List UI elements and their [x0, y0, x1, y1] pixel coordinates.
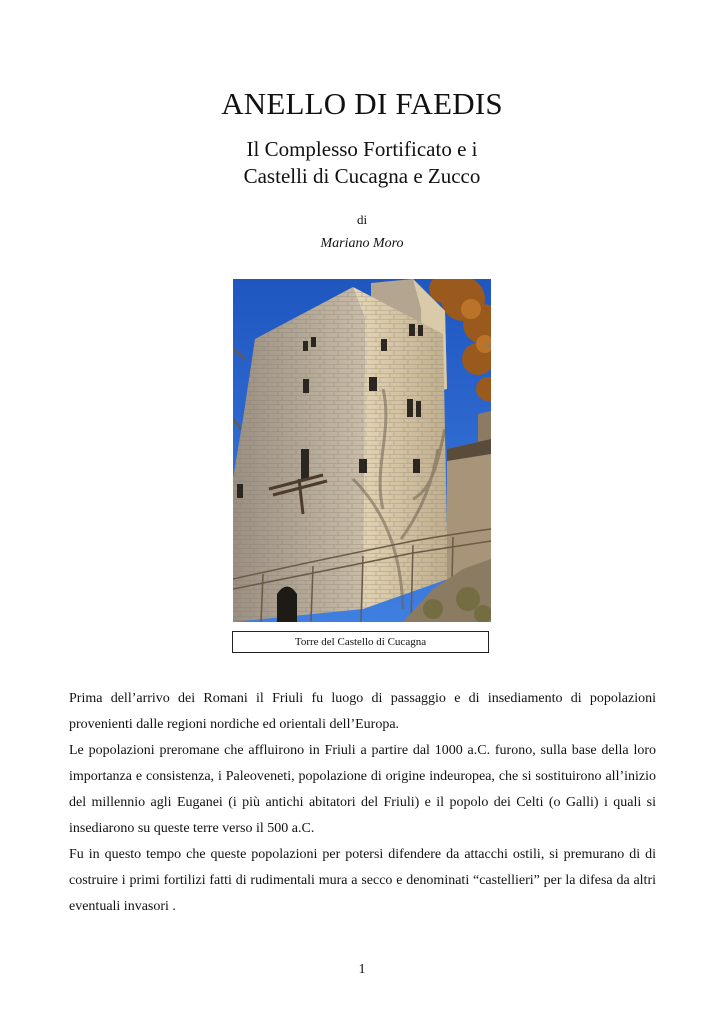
document-title: ANELLO DI FAEDIS: [221, 86, 503, 121]
paragraph: Le popolazioni preromane che affluirono in Friuli a partire dal 1000 a.C. furono, sulla base della loro importanza e consistenza, i Paleoveneti, popolazione di origine indeuropea, che si sostituirono all’inizio del millennio agli Euganei (i più antichi abitatori del Friuli) e il popolo dei Celti (o Galli) i quali si insediarono su queste terre verso il 500 a.C.: [69, 743, 656, 836]
subtitle-line-2: Castelli di Cucagna e Zucco: [243, 164, 481, 188]
page-number: 1: [358, 962, 366, 977]
paragraph: Fu in questo tempo che queste popolazioni per potersi difendere da attacchi ostili, si premurano di di costruire i primi fortilizi fatti di rudimentali mura a secco e denominati “castellieri” per la difesa da altri eventuali invasori .: [69, 847, 656, 914]
author-name: Mariano Moro: [320, 236, 404, 251]
subtitle-line-1: Il Complesso Fortificato e i: [246, 137, 478, 161]
body-text: [69, 686, 656, 920]
paragraph: Prima dell’arrivo dei Romani il Friuli fu luogo di passaggio e di insediamento di popolazioni provenienti dalle regioni nordiche ed orientali dell’Europa.: [69, 691, 656, 732]
tower-photo: [233, 279, 491, 622]
photo-caption: Torre del Castello di Cucagna: [232, 631, 489, 653]
by-label: di: [356, 212, 368, 227]
document-subtitle: [0, 136, 724, 190]
